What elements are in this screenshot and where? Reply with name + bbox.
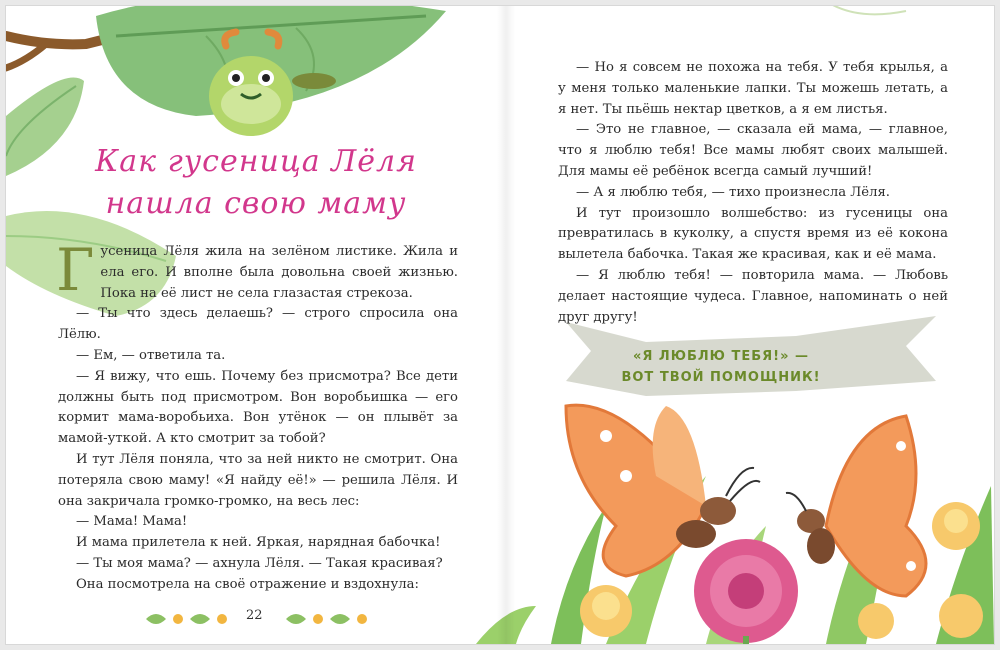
page-number: 22	[246, 608, 263, 623]
paragraph: И тут произошло волшебство: из гусеницы она превратилась в куколку, а спустя время из её кокона вылетела бабочка. Такая же красивая, как и её мама.	[558, 205, 948, 263]
left-page-text	[56, 236, 458, 596]
paragraph: — Ты что здесь делаешь? — строго спросила она Лёлю.	[58, 306, 458, 343]
right-page-text	[558, 58, 948, 328]
paragraph: — Я вижу, что ешь. Почему без присмотра? Все дети должны быть под присмотром. Вон воробьишка — его кормит мама-воробьиха. Вон утёнок — он плывёт за мамой-уткой. А кто смотрит за тобой?	[58, 368, 458, 447]
paragraph: И тут Лёля поняла, что за ней никто не смотрит. Она потеряла свою маму! «Я найду её!» — решила Лёля. И она закричала громко-громко, на весь лес:	[58, 451, 458, 509]
paragraph: — Я люблю тебя! — повторила мама. — Любовь делает настоящие чудеса. Главное, напоминать о ней друг другу!	[558, 267, 948, 325]
book-spread	[6, 6, 994, 644]
banner-line-2: ВОТ ТВОЙ ПОМОЩНИК!	[621, 370, 821, 385]
paragraph: Гусеница Лёля жила на зелёном листике. Жила и ела его. И вполне была довольна своей жизнью. Пока на её лист не села глазастая стрекоза.	[56, 236, 458, 304]
story-title-line-2: нашла свою маму	[105, 186, 407, 221]
book-gutter	[497, 6, 515, 644]
paragraph: И мама прилетела к ней. Яркая, нарядная бабочка!	[76, 535, 441, 551]
paragraph: — Ты моя мама? — ахнула Лёля. — Такая красивая?	[76, 555, 443, 571]
paragraph: — Мама! Мама!	[76, 514, 188, 530]
story-title-line-1: Как гусеница Лёля	[95, 144, 417, 179]
banner-line-1: «Я ЛЮБЛЮ ТЕБЯ!» —	[632, 349, 809, 364]
drop-cap: Г	[56, 236, 95, 304]
butterfly-illustration-right	[786, 416, 926, 596]
paragraph: — Это не главное, — сказала ей мама, — главное, что я люблю тебя! Все мамы любят своих малышей. Для мамы её ребёнок всегда самый лучший!	[558, 122, 948, 179]
paragraph: — Но я совсем не похожа на тебя. У тебя крылья, а у меня только маленькие лапки. Ты можешь летать, а я нет. Ты пьёшь нектар цветков, а я ем листья.	[558, 60, 948, 117]
paragraph: — Ем, — ответила та.	[76, 347, 226, 363]
paragraph: Она посмотрела на своё отражение и вздохнула:	[76, 576, 419, 592]
flower-illustration	[694, 539, 798, 644]
paragraph: — А я люблю тебя, — тихо произнесла Лёля.	[576, 184, 890, 200]
